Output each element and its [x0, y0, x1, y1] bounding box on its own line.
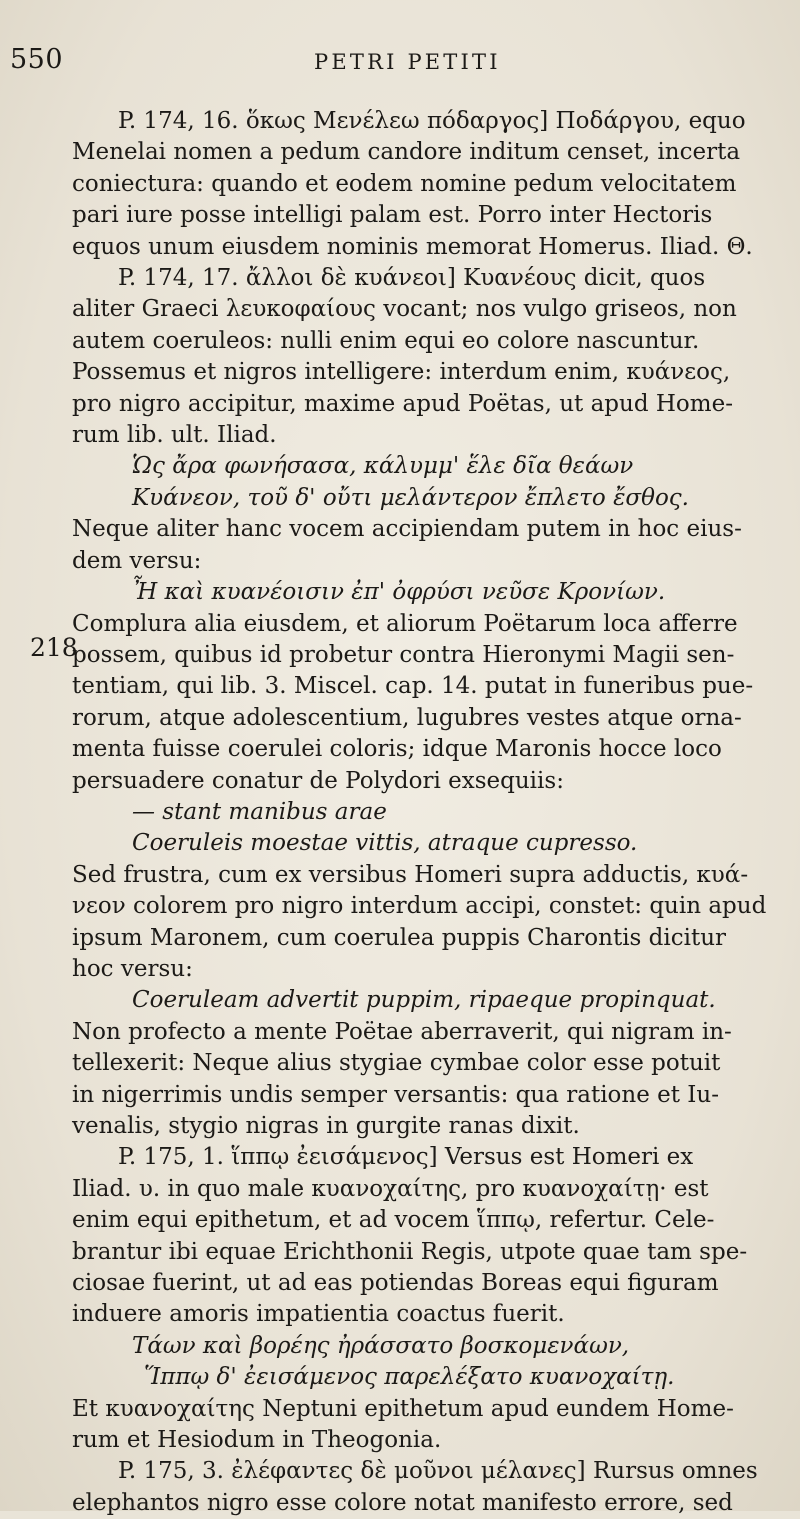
text-line: induere amoris impatientia coactus fuerit. [72, 1301, 565, 1328]
text-line: persuadere conatur de Polydori exsequiis: [72, 767, 564, 794]
text-line: coniectura: quando et eodem nomine pedum velocitatem [72, 170, 737, 197]
text-line: Et κυανοχαίτης Neptuni epithetum apud eundem Home- [72, 1395, 734, 1422]
verse-line: Coeruleis moestae vittis, atraque cupresso. [132, 830, 638, 857]
text-line: venalis, stygio nigras in gurgite ranas dixit. [72, 1113, 580, 1139]
text-line: Non profecto a mente Poëtae aberraverit, qui nigram in- [72, 1018, 732, 1045]
text-line: in nigerrimis undis semper versantis: qua ratione et Iu- [72, 1081, 719, 1108]
running-head: PETRI PETITI [314, 50, 501, 74]
text-line: P. 174, 16. ὅκως Μενέλεω πόδαργος] Ποδάργου, equo [118, 108, 746, 134]
text-line: rum et Hesiodum in Theogonia. [72, 1427, 442, 1454]
text-line: νεον colorem pro nigro interdum accipi, constet: quin apud [72, 893, 767, 920]
text-line: Menelai nomen a pedum candore inditum censet, incerta [72, 139, 741, 166]
text-line: P. 175, 3. ἐλέφαντες δὲ μοῦνοι μέλανες] Rursus omnes [118, 1458, 758, 1485]
text-line: autem coeruleos: nulli enim equi eo colore nascuntur. [72, 327, 700, 354]
text-line: rorum, atque adolescentium, lugubres vestes atque orna- [72, 704, 742, 731]
page-body [72, 106, 786, 1519]
margin-note: 218 [30, 633, 78, 662]
verse-line: — stant manibus arae [132, 798, 387, 825]
text-line: possem, quibus id probetur contra Hieronymi Magii sen- [72, 641, 735, 668]
text-line: Iliad. υ. in quo male κυανοχαίτης, pro κυανοχαίτῃ· est [72, 1175, 709, 1202]
text-line: brantur ibi equae Erichthonii Regis, utpote quae tam spe- [72, 1238, 748, 1265]
verse-line: Ὡς ἄρα φωνήσασα, κάλυμμ' ἕλε δῖα θεάων [132, 453, 634, 480]
text-line: P. 174, 17. ἄλλοι δὲ κυάνεοι] Κυανέους dicit, quos [118, 265, 706, 292]
text-line: tellexerit: Neque alius stygiae cymbae color esse potuit [72, 1050, 721, 1077]
text-line: pari iure posse intelligi palam est. Porro inter Hectoris [72, 202, 713, 229]
text-line: dem versu: [72, 547, 202, 574]
text-line: Neque aliter hanc vocem accipiendam putem in hoc eius- [72, 516, 742, 543]
page-number: 550 [10, 44, 64, 75]
text-line: ciosae fuerint, ut ad eas potiendas Boreas equi figuram [72, 1270, 719, 1297]
verse-line: Coeruleam advertit puppim, ripaeque propinquat. [132, 987, 716, 1014]
text-line: aliter Graeci λευκοφαίους vocant; nos vulgo griseos, non [72, 296, 737, 323]
text-line: elephantos nigro esse colore notat manifesto errore, sed [72, 1489, 733, 1516]
text-line: Sed frustra, cum ex versibus Homeri supra adductis, κυά- [72, 861, 749, 888]
text-line: Possemus et nigros intelligere: interdum enim, κυάνεος, [72, 359, 731, 386]
text-line: menta fuisse coerulei coloris; idque Maronis hocce loco [72, 736, 722, 763]
text-line: tentiam, qui lib. 3. Miscel. cap. 14. putat in funeribus pue- [72, 673, 754, 700]
text-line: P. 175, 1. ἵππῳ ἐεισάμενος] Versus est Homeri ex [118, 1144, 694, 1171]
text-line: hoc versu: [72, 955, 193, 982]
text-line: ipsum Maronem, cum coerulea puppis Charontis dicitur [72, 924, 727, 951]
verse-line: Τάων καὶ βορέης ἠράσσατο βοσκομενάων, [132, 1332, 630, 1359]
text-line: equos unum eiusdem nominis memorat Homerus. Iliad. Θ. [72, 233, 753, 260]
verse-line: Κυάνεον, τοῦ δ' οὔτι μελάντερον ἔπλετο ἔσθος. [132, 484, 689, 511]
text-line: enim equi epithetum, et ad vocem ἵππῳ, refertur. Cele- [72, 1207, 715, 1234]
text-line: Complura alia eiusdem, et aliorum Poëtarum loca afferre [72, 610, 738, 637]
verse-line: Ἵππῳ δ' ἐεισάμενος παρελέξατο κυανοχαίτῃ. [144, 1364, 675, 1391]
text-line: rum lib. ult. Iliad. [72, 422, 277, 449]
text-line: pro nigro accipitur, maxime apud Poëtas, ut apud Home- [72, 390, 733, 417]
page-header [10, 44, 786, 88]
verse-line: Ἦ καὶ κυανέοισιν ἐπ' ὀφρύσι νεῦσε Κρονίων. [132, 579, 666, 606]
